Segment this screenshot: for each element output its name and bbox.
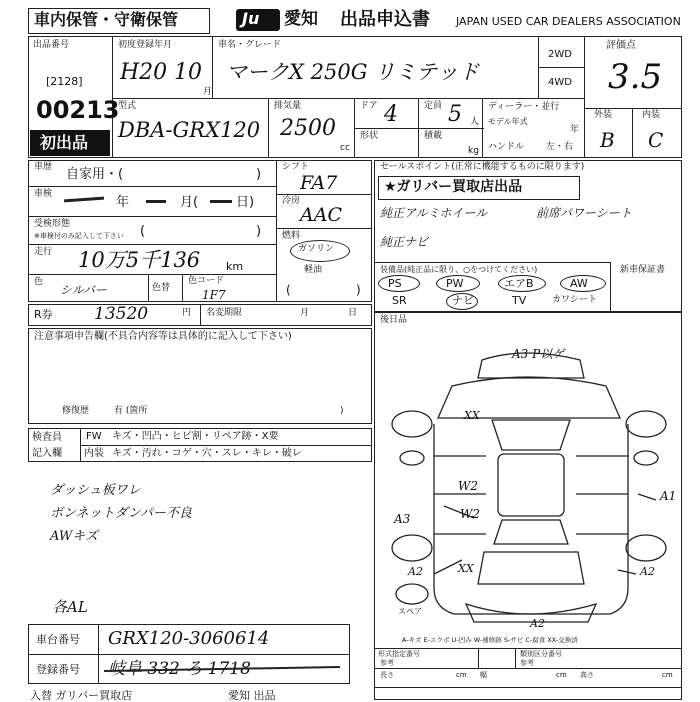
exterior-value: B (600, 128, 615, 152)
doors-value: 4 (384, 102, 398, 127)
equip-aw: AW (570, 277, 588, 290)
inspection-month-unit: 月( (180, 195, 199, 210)
dim-height-label: 高さ (580, 671, 594, 679)
sales-point-2: 純正ナビ (380, 235, 429, 249)
mark-w2-a: W2 (458, 479, 478, 493)
bottom-partial-2: 愛知 出品 (228, 689, 276, 702)
equip-sr: SR (392, 294, 407, 307)
model-value: マークX 250G リミテッド (226, 60, 480, 84)
inspector-label-2: 記入欄 (32, 448, 62, 459)
cc-value: 2500 (280, 116, 336, 141)
equipment-label: 装備品(純正品に限り、○をつけてください) (380, 265, 538, 274)
model-year-label: モデル年式 (488, 117, 528, 126)
class-label: 類別区分番号 (520, 650, 562, 658)
storage-label: 車内保管・守衛保管 (34, 10, 179, 29)
mileage-unit: km (226, 260, 244, 273)
mark-a2-right: A2 (640, 565, 655, 578)
drive-4wd: 4WD (548, 77, 572, 88)
recycle-label: R券 (34, 308, 53, 321)
org-name: 愛知 (284, 9, 318, 29)
drive-2wd: 2WD (548, 49, 572, 60)
remark-1: ダッシュ板ワレ (50, 483, 141, 498)
usage-label: 車歴 (34, 162, 53, 172)
chassis-label: 車台番号 (36, 633, 80, 646)
handle-label: ハンドル (488, 142, 525, 152)
ac-value: AAC (300, 204, 342, 226)
reg-era: H20 (120, 60, 168, 85)
sales-points-label: セールスポイント(正常に機能するものに限ります) (380, 162, 585, 172)
inspection-day-scribble (210, 200, 232, 203)
lot-number: 00213 (36, 96, 120, 124)
year-unit: 年 (570, 125, 580, 135)
name-change-day: 日 (348, 308, 358, 318)
gulliver-banner: ★ガリバー買取店出品 (384, 179, 523, 195)
ref-1: 参考 (380, 659, 394, 667)
handle-value: 左・右 (546, 142, 574, 152)
ju-logo-mark: Ju (242, 9, 260, 28)
usage-close: ) (256, 167, 262, 182)
fuel-gas: ガソリン (298, 244, 335, 254)
bottom-partial: 入替 ガリバー買取店 (30, 689, 133, 702)
inspection-label: 車検 (34, 189, 53, 199)
repair-label: 修復歴 (62, 406, 90, 416)
acceptance-close: ) (256, 224, 262, 239)
equip-seat: カワシート (552, 295, 598, 305)
mark-xx-left: XX (458, 562, 474, 575)
name-change-month: 月 (300, 308, 310, 318)
remark-2: ボンネットダンパー不良 (50, 506, 192, 521)
association-name: JAPAN USED CAR DEALERS ASSOCIATION (456, 15, 681, 28)
cc-unit: cc (340, 143, 350, 153)
type-value: DBA-GRX120 (118, 118, 261, 142)
inspection-year-unit: 年 (116, 195, 130, 210)
mark-top: A3 P以ゲ (512, 347, 565, 361)
acceptance-open: ( (140, 224, 146, 239)
shift-value: FA7 (300, 172, 338, 194)
repair-value: 有 (箇所 (114, 406, 148, 416)
dim-length-unit: cm (456, 671, 467, 679)
shift-label: シフト (282, 162, 310, 172)
notes-label: 注意事項申告欄(不具合内容等は具体的に記入して下さい) (34, 331, 292, 342)
equip-airbag: エアB (504, 277, 534, 290)
inspection-day-unit: 日) (236, 195, 255, 210)
inspector-label-1: 検査員 (32, 432, 62, 443)
inspection-month-scribble (146, 200, 166, 203)
chassis-value: GRX120-3060614 (108, 628, 270, 649)
load-unit: kg (468, 146, 479, 156)
equip-pw: PW (446, 277, 464, 290)
form-title: 出品申込書 (340, 9, 430, 30)
rear-seat-label: 後日品 (380, 315, 408, 325)
inspect-label: 形式指定番号 (378, 650, 420, 658)
dealer-label: ディーラー・並行 (488, 102, 560, 112)
recycle-unit: 円 (182, 308, 192, 318)
shape-label: 形状 (360, 131, 379, 141)
ref-2: 参考 (520, 659, 534, 667)
reg-month: 10 (174, 60, 202, 85)
dim-width-unit: cm (556, 671, 567, 679)
name-change-label: 名変期限 (206, 308, 243, 318)
footer-note: 各AL (52, 598, 88, 616)
equip-ps: PS (388, 277, 402, 290)
interior-value: C (648, 128, 664, 152)
reg-month-unit: 月 (203, 87, 213, 97)
mark-a2-bottom: A2 (530, 617, 545, 630)
mark-a1: A1 (660, 489, 677, 503)
interior-items: キズ・汚れ・コゲ・穴・スレ・キレ・破レ (112, 448, 302, 459)
color-change-label: 色替 (152, 283, 171, 293)
mileage-label: 走行 (34, 247, 53, 257)
acceptance-label: 受検形態 (34, 219, 71, 229)
dim-length-label: 長さ (380, 671, 394, 679)
mark-a3: A3 (394, 512, 411, 526)
type-label: 型式 (118, 101, 137, 111)
plate-label: 登録番号 (36, 663, 80, 676)
doors-label: ドア (360, 101, 378, 111)
repair-close: ) (340, 406, 344, 416)
color-code-label: 色コード (188, 276, 225, 286)
seats-value: 5 (448, 102, 462, 127)
first-listing-label: 初出品 (40, 133, 89, 152)
color-label: 色 (34, 277, 44, 287)
interior-items-label: 内装 (84, 448, 104, 459)
sales-point-3: 前席パワーシート (536, 206, 632, 220)
sales-point-1: 純正アルミホイール (380, 206, 488, 220)
seats-label: 定員 (424, 101, 443, 111)
equip-navi: ナビ (452, 294, 474, 307)
remark-3: AWキズ (50, 529, 98, 544)
fuel-diesel: 軽油 (304, 265, 323, 275)
lot-small: [2128] (46, 75, 83, 88)
acceptance-note: ※車検付のみ記入して下さい (34, 232, 124, 240)
color-code-value: 1F7 (202, 288, 226, 302)
equip-tv: TV (512, 294, 527, 307)
cc-label: 排気量 (274, 101, 302, 111)
usage-value: 自家用・( (66, 167, 124, 182)
mark-a2-left: A2 (408, 565, 423, 578)
load-label: 積載 (424, 131, 443, 141)
interior-label: 内装 (642, 110, 661, 120)
score-value: 3.5 (608, 57, 663, 97)
mark-spare: スペア (398, 607, 422, 616)
dim-height-unit: cm (662, 671, 673, 679)
ac-label: 冷房 (282, 196, 301, 206)
fw-label: FW (86, 431, 102, 442)
score-label: 評価点 (606, 40, 636, 51)
model-label: 車名・グレード (218, 40, 282, 50)
color-value: シルバー (60, 283, 107, 297)
exterior-label: 外装 (594, 110, 613, 120)
mark-xx: XX (464, 409, 480, 422)
fuel-label: 燃料 (282, 231, 301, 241)
lot-label: 出品番号 (33, 40, 70, 50)
mileage-value: 10万5千136 (78, 248, 201, 272)
damage-legend: A-キズ E-エクボ U-凹み W-補修跡 S-サビ C-腐食 XX-交換済 (402, 636, 578, 644)
fuel-open: ( (286, 283, 291, 297)
warranty-label: 新車保証書 (620, 265, 666, 275)
reg-label: 初度登録年月 (118, 40, 173, 50)
fw-items: キズ・凹凸・ヒビ割・リペア跡・X要 (112, 431, 279, 442)
fuel-close: ) (356, 283, 361, 297)
dim-width-label: 幅 (480, 671, 487, 679)
recycle-value: 13520 (94, 304, 149, 324)
seats-unit: 人 (470, 117, 480, 127)
mark-w2-b: W2 (460, 507, 480, 521)
